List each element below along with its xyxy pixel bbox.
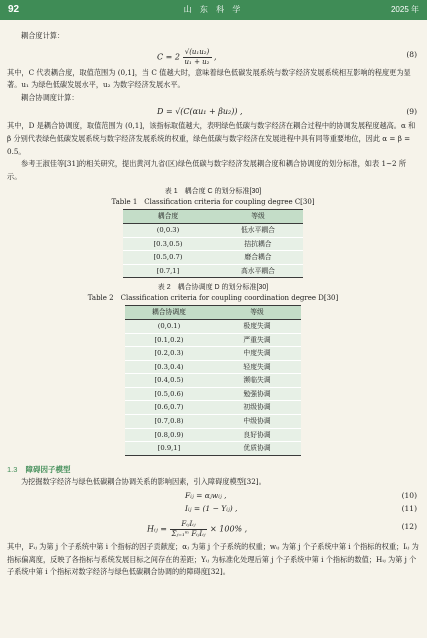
table-cell: [0.1,0.2) — [125, 333, 213, 347]
table-2-caption-cn: 表 2 耦合协调度 D 的划分标准[30] — [157, 284, 269, 292]
table-cell: 良好协调 — [213, 428, 301, 442]
coordination-degree-table — [125, 305, 301, 456]
table-cell: [0.9,1] — [125, 442, 213, 456]
journal-name: 山 东 科 学 — [183, 5, 244, 14]
coordination-intro: 耦合协调度计算： — [21, 92, 79, 102]
table-cell: [0.4,0.5) — [125, 374, 213, 388]
section-heading — [7, 464, 419, 477]
coupling-degree-table — [123, 209, 303, 278]
table-row — [123, 251, 303, 265]
table-cell: [0.5,0.7) — [123, 251, 213, 265]
table-cell: [0.6,0.7) — [125, 401, 213, 415]
table-cell: [0.3,0.5) — [123, 237, 213, 251]
table-row — [125, 442, 301, 456]
table-row — [125, 319, 301, 333]
table-row — [123, 237, 303, 251]
table-cell: 低水平耦合 — [213, 223, 303, 237]
equation-12 — [7, 515, 419, 541]
table-1-caption-en: Table 1 Classification criteria for coupling degree C[30] — [111, 198, 315, 207]
table-row — [123, 223, 303, 237]
table-cell: 极度失调 — [213, 319, 301, 333]
table-cell: [0.5,0.6) — [125, 387, 213, 401]
table-row — [125, 415, 301, 429]
obstacle-definition: 其中，Fᵢⱼ 为第 j 个子系统中第 i 个指标的因子贡献度；αⱼ 为第 j 个子系统的权重；wᵢⱼ 为第 j 个子系统中第 i 个指标的权重；Iᵢⱼ 为指标偏离度，反映了各指标与系统发展目标之间存在的差距；Yᵢⱼ 为标准化处理后第 j 个子系统中第 i 个指标的数值；Hᵢⱼ 为第 j 个子系统中第 i 个指标对数字经济与绿色低碳耦合协调的的障碍度[32]。 — [7, 542, 419, 577]
table-1-caption-cn: 表 1 耦合度 C 的划分标准[30] — [164, 188, 262, 196]
table-header-row — [125, 306, 301, 320]
table-cell: (0,0.1) — [125, 319, 213, 333]
table-row — [125, 333, 301, 347]
equation-8 — [7, 43, 419, 67]
journal-year: 2025 年 — [390, 5, 419, 14]
obstacle-intro: 为挖掘数字经济与绿色低碳耦合协调关系的影响因素，引入障碍度模型[32]。 — [21, 477, 266, 487]
equation-11-formula: Iᵢⱼ = (1 − Yᵢⱼ) , — [185, 504, 238, 514]
table-cell: 勉强协调 — [213, 387, 301, 401]
table-2-caption-en: Table 2 Classification criteria for coupling coordination degree D[30] — [87, 294, 339, 303]
reference-paragraph: 参考王淑佳等[31]的相关研究，提出黄河九省(区)绿色低碳与数字经济发展耦合度和耦合协调度的划分标准，如表 1~2 所示。 — [7, 159, 407, 181]
table-cell: [0.8,0.9) — [125, 428, 213, 442]
equation-12-number: (12) — [401, 522, 417, 532]
equation-8-formula: C = 2 $\frac{\text{√(u₁u₂)}}{\text{u₁ + u₂}}$ , — [157, 47, 217, 66]
table-header-cell: 等级 — [213, 306, 301, 320]
equation-12-formula: Hᵢⱼ = $\frac{\text{FᵢⱼIᵢⱼ}}{\text{Σⱼ₌₁ᵐ FᵢⱼIᵢⱼ}}$ × 100% , — [147, 520, 248, 539]
table-cell: 濒临失调 — [213, 374, 301, 388]
table-row — [125, 374, 301, 388]
equation-12-fraction: $\frac{\text{FᵢⱼIᵢⱼ}}{\text{Σⱼ₌₁ᵐ FᵢⱼIᵢⱼ}}$ — [171, 520, 206, 539]
table-cell: [0.3,0.4) — [125, 360, 213, 374]
table-cell: 严重失调 — [213, 333, 301, 347]
table-row — [123, 264, 303, 278]
table-row — [125, 360, 301, 374]
equation-10-number: (10) — [401, 491, 417, 501]
section-title: 障碍因子模型 — [25, 464, 71, 474]
table-row — [125, 387, 301, 401]
table-cell: 拮抗耦合 — [213, 237, 303, 251]
equation-9 — [7, 104, 419, 120]
article-body — [7, 30, 419, 579]
coordination-definition: 其中，D 是耦合协调度，取值范围为 (0,1]，该指标取值越大，表明绿色低碳与数字经济在耦合过程中的协调发展程度越高。α 和 β 分别代表绿色低碳发展系统与数字经济发展系统的权重，绿色低碳与数字经济在发展进程中具有同等重要地位，因此 α = β = 0.5。 — [7, 121, 416, 156]
equation-10-formula: Fᵢⱼ = αⱼwᵢⱼ , — [185, 491, 227, 501]
equation-8-number: (8) — [406, 49, 417, 59]
equation-11-number: (11) — [401, 504, 417, 514]
table-header-cell: 耦合度 — [123, 210, 213, 224]
table-cell: (0,0.3) — [123, 223, 213, 237]
table-cell: 轻度失调 — [213, 360, 301, 374]
page-header — [0, 0, 427, 20]
table-cell: 优质协调 — [213, 442, 301, 456]
equation-11 — [7, 502, 419, 515]
table-header-cell: 耦合协调度 — [125, 306, 213, 320]
table-cell: [0.7,0.8) — [125, 415, 213, 429]
page-number: 92 — [8, 4, 20, 15]
equation-9-formula: D = √(C(αu₁ + βu₂)) , — [157, 107, 243, 117]
coupling-intro: 耦合度计算： — [21, 31, 65, 40]
table-cell: [0.7,1] — [123, 264, 213, 278]
table-cell: 高水平耦合 — [213, 264, 303, 278]
table-cell: 中级协调 — [213, 415, 301, 429]
table-cell: 磨合耦合 — [213, 251, 303, 265]
equation-8-fraction: $\frac{\text{√(u₁u₂)}}{\text{u₁ + u₂}}$ — [184, 47, 210, 66]
section-number: 1.3 — [7, 464, 18, 474]
equation-10 — [7, 489, 419, 502]
table-row — [125, 347, 301, 361]
table-header-cell: 等级 — [213, 210, 303, 224]
table-header-row — [123, 210, 303, 224]
table-cell: [0.2,0.3) — [125, 347, 213, 361]
table-cell: 初级协调 — [213, 401, 301, 415]
table-cell: 中度失调 — [213, 347, 301, 361]
table-row — [125, 401, 301, 415]
table-row — [125, 428, 301, 442]
coupling-definition: 其中，C 代表耦合度，取值范围为 (0,1]，当 C 值越大时，意味着绿色低碳发展系统与数字经济发展系统相互影响的程度更为显著。u₁ 为绿色低碳发展水平，u₂ 为数字经济发展水平。 — [7, 67, 411, 90]
equation-9-number: (9) — [406, 107, 417, 117]
